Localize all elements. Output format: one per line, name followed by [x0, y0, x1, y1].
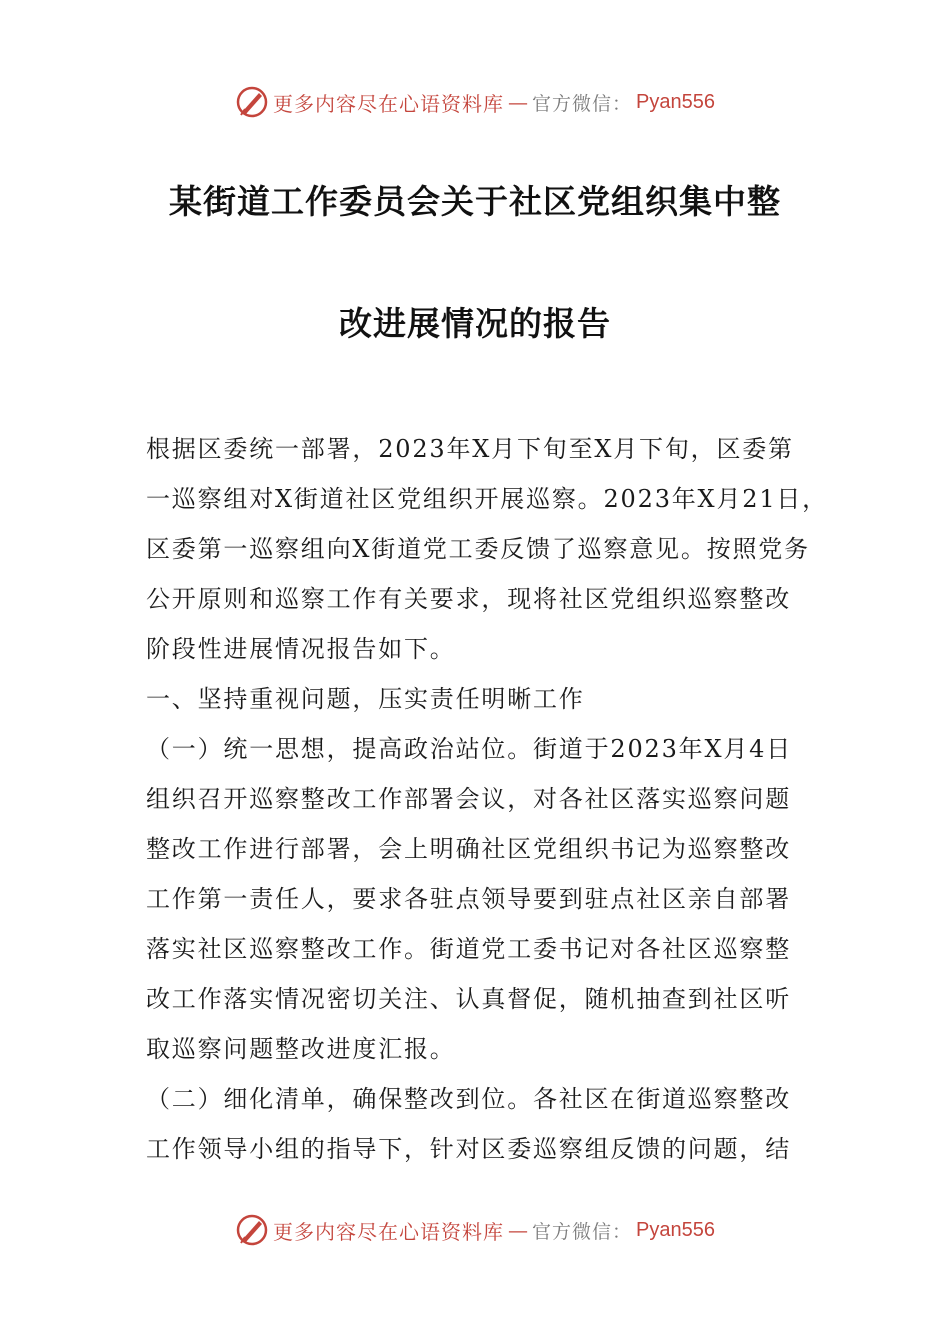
pen-logo-icon: [235, 85, 269, 119]
watermark-official-label: 官方微信：: [532, 92, 633, 115]
watermark-official-label: 官方微信：: [532, 1220, 633, 1243]
body-line: 阶段性进展情况报告如下。: [146, 635, 456, 663]
body-line: 落实社区巡察整改工作。街道党工委书记对各社区巡察整: [146, 935, 791, 963]
body-line: 根据区委统一部署，2023年X月下旬至X月下旬，区委第: [146, 435, 794, 463]
section-heading: 一、坚持重视问题，压实责任明晰工作: [146, 685, 585, 713]
body-line: 改工作落实情况密切关注、认真督促，随机抽查到社区听: [146, 985, 791, 1013]
body-line: 取巡察问题整改进度汇报。: [146, 1035, 456, 1063]
header-watermark: [0, 80, 950, 124]
watermark-brand: 更多内容尽在心语资料库: [273, 91, 504, 116]
body-line: 工作第一责任人，要求各驻点领导要到驻点社区亲自部署: [146, 885, 791, 913]
body-line: 组织召开巡察整改工作部署会议，对各社区落实巡察问题: [146, 785, 791, 813]
body-line: 区委第一巡察组向X街道党工委反馈了巡察意见。按照党务: [146, 535, 810, 563]
body-line: 公开原则和巡察工作有关要求，现将社区党组织巡察整改: [146, 585, 791, 613]
document-title-line-2: 改进展情况的报告: [339, 304, 611, 343]
watermark-wechat-id: Pyan556: [636, 90, 715, 113]
watermark-dash: —: [508, 90, 528, 114]
body-line: （二）细化清单，确保整改到位。各社区在街道巡察整改: [146, 1085, 791, 1113]
document-body: [146, 424, 828, 1174]
document-title-line-1: 某街道工作委员会关于社区党组织集中整: [169, 182, 781, 221]
body-line: 工作领导小组的指导下，针对区委巡察组反馈的问题，结: [146, 1135, 791, 1163]
watermark-dash: —: [508, 1218, 528, 1242]
pen-logo-icon: [235, 1213, 269, 1247]
watermark-brand: 更多内容尽在心语资料库: [273, 1219, 504, 1244]
watermark-wechat-id: Pyan556: [636, 1218, 715, 1241]
body-line: （一）统一思想，提高政治站位。街道于2023年X月4日: [146, 735, 793, 763]
body-line: 整改工作进行部署，会上明确社区党组织书记为巡察整改: [146, 835, 791, 863]
footer-watermark: [0, 1208, 950, 1252]
body-line: 一巡察组对X街道社区党组织开展巡察。2023年X月21日，: [146, 485, 828, 513]
